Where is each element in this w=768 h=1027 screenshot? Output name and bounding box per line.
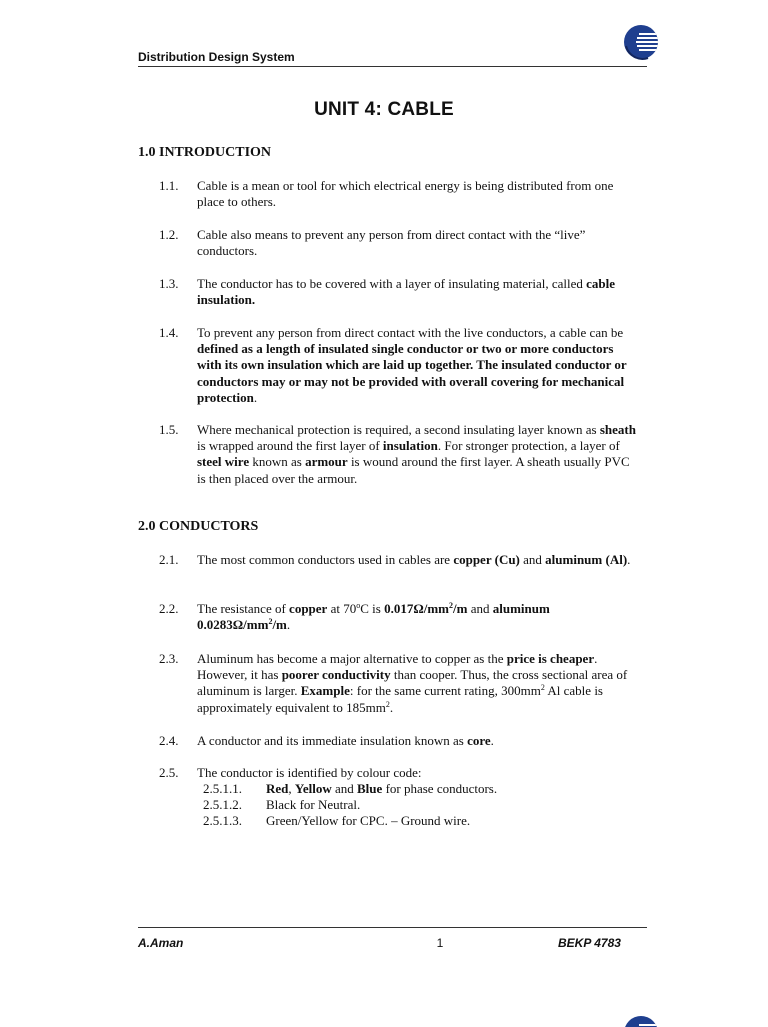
list-item: 1.4. To prevent any person from direct contact with the live conductors, a cable can be defined as a length of insulated single conductor or two or more conductors with its own insulation which are laid up together. The insulated conductor or conductors may or may not be provided with overall covering for mechanical protection.: [159, 325, 627, 405]
list-item: 2.5. The conductor is identified by colour code:: [159, 765, 422, 780]
section-heading-conductors: 2.0 CONDUCTORS: [138, 519, 259, 534]
sub-list-item: 2.5.1.1. Red, Yellow and Blue for phase conductors.: [203, 781, 498, 796]
list-item: 2.2. The resistance of copper at 70$^o$C is $0.017\Omega/mm^2/m$ and aluminum $0.0283\Omega/mm^2/m$.: [159, 601, 550, 633]
footer-divider: [138, 927, 647, 928]
sub-list-item: 2.5.1.2. Black for Neutral.: [203, 797, 361, 812]
footer-course-code: BEKP 4783: [558, 936, 621, 950]
section-heading-introduction: 1.0 INTRODUCTION: [138, 145, 272, 160]
list-item: 2.4. A conductor and its immediate insulation known as core.: [159, 733, 494, 748]
list-item: 1.2. Cable also means to prevent any person from direct contact with the “live” conductors.: [159, 227, 586, 259]
document-header-title: Distribution Design System: [138, 50, 295, 64]
list-item: 1.3. The conductor has to be covered with a layer of insulating material, called cable insulation.: [159, 276, 616, 308]
list-item: 2.3. Aluminum has become a major alternative to copper as the price is cheaper. However, it has poorer conductivity than cooper. Thus, the cross sectional area of aluminum is larger. Example: for the same current rating, $300mm^2$ Al cable is approximately equivalent to $185mm^2$.: [159, 651, 628, 715]
sub-list-item: 2.5.1.3. Green/Yellow for CPC. – Ground wire.: [203, 813, 471, 828]
circle-stripes-logo-icon: [620, 22, 662, 62]
next-page-logo-icon: [620, 1013, 662, 1027]
list-item: 2.1. The most common conductors used in cables are copper (Cu) and aluminum (Al).: [159, 552, 631, 567]
list-item: 1.1. Cable is a mean or tool for which electrical energy is being distributed from one place to others.: [159, 178, 614, 210]
footer-author: A.Aman: [138, 936, 184, 950]
unit-title: UNIT 4: CABLE: [314, 99, 454, 120]
footer-page-number: 1: [436, 936, 444, 950]
list-item: 1.5. Where mechanical protection is required, a second insulating layer known as sheath is wrapped around the first layer of insulation. For stronger protection, a layer of steel wire known as armour is wound around the first layer. A sheath usually PVC is then placed over the armour.: [159, 422, 636, 486]
header-divider: [138, 66, 647, 67]
